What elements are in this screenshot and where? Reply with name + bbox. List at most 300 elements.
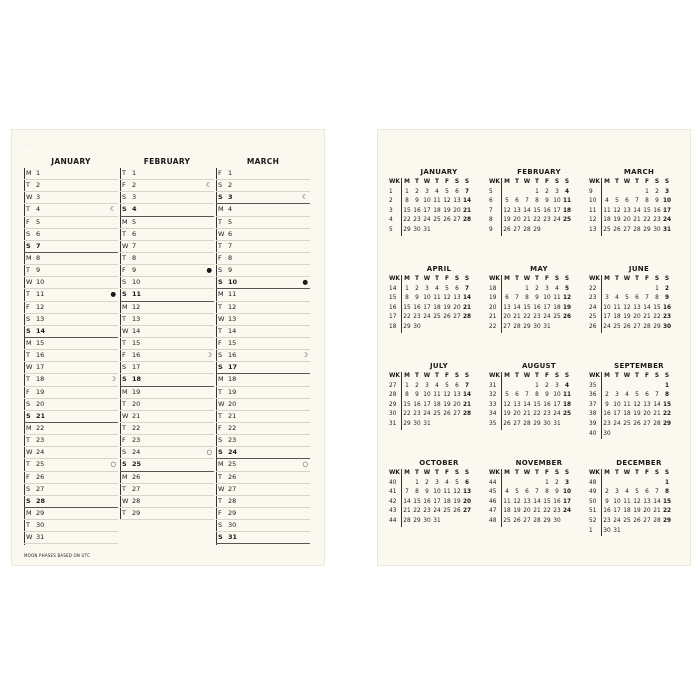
weekday-header: T bbox=[415, 276, 419, 282]
weekday-header: F bbox=[645, 276, 649, 282]
weekday-letter: S bbox=[218, 436, 223, 445]
mini-calendar-august bbox=[488, 360, 576, 430]
day-number: 26 bbox=[228, 472, 237, 481]
calendar-day: 10 bbox=[543, 295, 551, 302]
month-heading: NOVEMBER bbox=[515, 459, 563, 467]
weekday-letter: S bbox=[122, 448, 127, 457]
day-number: 13 bbox=[228, 314, 237, 323]
calendar-day: 28 bbox=[633, 226, 641, 233]
calendar-day: 27 bbox=[643, 517, 651, 524]
calendar-day bbox=[622, 527, 632, 537]
calendar-day: 10 bbox=[562, 489, 572, 496]
moon-phase-icon: ☽ bbox=[302, 351, 308, 360]
calendar-day: 25 bbox=[562, 411, 572, 418]
calendar-day: 7 bbox=[645, 295, 649, 302]
calendar-day: 9 bbox=[535, 295, 539, 302]
calendar-day: 12 bbox=[633, 401, 641, 408]
calendar-day: 19 bbox=[623, 314, 631, 321]
day-number: 29 bbox=[132, 508, 141, 517]
weekday-letter: W bbox=[218, 314, 225, 323]
day-row bbox=[24, 399, 118, 411]
week-number: 16 bbox=[388, 304, 402, 314]
mini-calendar-february bbox=[488, 166, 576, 236]
calendar-day: 2 bbox=[415, 382, 419, 389]
weekday-header: T bbox=[515, 179, 519, 185]
calendar-day bbox=[462, 517, 472, 527]
calendar-day: 15 bbox=[662, 401, 672, 408]
calendar-day: 31 bbox=[553, 420, 561, 427]
calendar-day: 24 bbox=[613, 420, 621, 427]
calendar-day: 5 bbox=[445, 285, 449, 292]
month-heading: MAY bbox=[530, 265, 548, 273]
day-number: 21 bbox=[36, 411, 46, 420]
day-number: 17 bbox=[36, 363, 45, 372]
day-number: 12 bbox=[228, 302, 237, 311]
calendar-day: 29 bbox=[403, 420, 411, 427]
week-number: 9 bbox=[488, 226, 502, 236]
weekday-letter: T bbox=[122, 423, 126, 432]
calendar-day: 20 bbox=[513, 217, 521, 224]
month-column-january bbox=[24, 156, 118, 544]
calendar-day: 24 bbox=[423, 314, 431, 321]
weekday-letter: F bbox=[26, 302, 30, 311]
day-row bbox=[120, 374, 214, 386]
calendar-day: 5 bbox=[515, 489, 519, 496]
calendar-day: 17 bbox=[603, 314, 611, 321]
calendar-day: 12 bbox=[562, 295, 572, 302]
weekday-letter: W bbox=[122, 496, 129, 505]
day-number: 22 bbox=[228, 423, 237, 432]
day-row bbox=[216, 168, 310, 180]
page-mark: · bbox=[26, 142, 28, 148]
calendar-day: 23 bbox=[533, 314, 541, 321]
calendar-day bbox=[612, 382, 622, 392]
weekday-header: T bbox=[535, 373, 539, 379]
day-number: 13 bbox=[132, 314, 141, 323]
calendar-day: 2 bbox=[415, 188, 419, 195]
day-number: 17 bbox=[228, 363, 238, 372]
week-number: 27 bbox=[388, 382, 402, 392]
calendar-day: 4 bbox=[564, 188, 570, 195]
weekday-letter: S bbox=[26, 496, 31, 505]
month-heading: JULY bbox=[430, 362, 448, 370]
weekday-header: S bbox=[664, 276, 670, 282]
weekday-header: S bbox=[464, 179, 470, 185]
calendar-day: 29 bbox=[662, 420, 672, 427]
week-number: 19 bbox=[488, 294, 502, 304]
weekday-header: S bbox=[454, 276, 460, 282]
weekday-header: T bbox=[515, 276, 519, 282]
week-number: 1 bbox=[388, 188, 402, 198]
calendar-day: 9 bbox=[415, 295, 419, 302]
calendar-day: 13 bbox=[643, 498, 651, 505]
calendar-day: 31 bbox=[613, 527, 621, 534]
calendar-day: 16 bbox=[413, 401, 421, 408]
day-number: 3 bbox=[36, 193, 41, 202]
calendar-day: 18 bbox=[433, 401, 441, 408]
calendar-day: 7 bbox=[464, 188, 470, 195]
calendar-grid bbox=[488, 178, 576, 236]
weekday-letter: T bbox=[122, 399, 126, 408]
day-number: 24 bbox=[132, 448, 141, 457]
weekday-letter: F bbox=[122, 266, 126, 275]
calendar-day: 9 bbox=[605, 401, 609, 408]
calendar-day: 5 bbox=[635, 489, 639, 496]
calendar-day: 29 bbox=[533, 420, 541, 427]
calendar-day: 6 bbox=[635, 295, 639, 302]
weekday-header: T bbox=[415, 470, 419, 476]
calendar-day: 11 bbox=[562, 392, 572, 399]
calendar-day: 17 bbox=[433, 498, 441, 505]
day-number: 1 bbox=[36, 169, 41, 177]
day-number: 14 bbox=[228, 326, 237, 335]
calendar-day: 20 bbox=[453, 207, 461, 214]
day-row bbox=[24, 204, 118, 216]
calendar-day: 23 bbox=[423, 508, 431, 515]
calendar-day: 27 bbox=[503, 323, 511, 330]
calendar-day: 1 bbox=[405, 188, 409, 195]
weekday-letter: T bbox=[26, 375, 30, 384]
calendar-day: 18 bbox=[433, 304, 441, 311]
weekday-header: T bbox=[435, 373, 439, 379]
weekday-letter: T bbox=[26, 181, 30, 190]
weekday-letter: M bbox=[122, 387, 128, 396]
week-number: 46 bbox=[488, 498, 502, 508]
calendar-day: 11 bbox=[503, 498, 511, 505]
day-number: 20 bbox=[132, 399, 141, 408]
weekday-header: F bbox=[545, 179, 549, 185]
calendar-day: 3 bbox=[425, 188, 429, 195]
calendar-day: 27 bbox=[633, 323, 641, 330]
calendar-day: 18 bbox=[443, 498, 451, 505]
calendar-day bbox=[462, 226, 472, 236]
day-number: 18 bbox=[228, 375, 237, 384]
day-number: 16 bbox=[132, 351, 141, 360]
weekday-header: S bbox=[454, 373, 460, 379]
weekday-letter: M bbox=[122, 302, 128, 311]
week-number: 30 bbox=[388, 410, 402, 420]
calendar-day: 17 bbox=[423, 207, 431, 214]
calendar-day: 12 bbox=[443, 198, 451, 205]
week-number: 3 bbox=[388, 207, 402, 217]
day-row bbox=[120, 350, 214, 362]
weekday-letter: T bbox=[26, 205, 30, 214]
weekday-letter: M bbox=[26, 338, 32, 347]
week-number: 37 bbox=[588, 401, 602, 411]
calendar-day: 21 bbox=[653, 411, 661, 418]
day-number: 6 bbox=[132, 229, 137, 238]
calendar-day bbox=[602, 382, 612, 392]
calendar-day bbox=[552, 323, 562, 333]
day-row bbox=[120, 241, 214, 253]
calendar-day: 26 bbox=[443, 217, 451, 224]
calendar-day: 13 bbox=[623, 207, 631, 214]
week-number: 48 bbox=[488, 517, 502, 527]
calendar-day: 22 bbox=[413, 508, 421, 515]
calendar-day bbox=[622, 382, 632, 392]
calendar-day bbox=[422, 323, 432, 333]
calendar-day: 25 bbox=[562, 217, 572, 224]
week-number: 24 bbox=[588, 304, 602, 314]
calendar-day: 28 bbox=[462, 217, 472, 224]
calendar-day: 18 bbox=[553, 304, 561, 311]
weekday-letter: W bbox=[26, 278, 33, 287]
calendar-day: 1 bbox=[415, 479, 419, 486]
calendar-day bbox=[562, 517, 572, 527]
weekday-letter: S bbox=[218, 521, 223, 530]
calendar-day: 2 bbox=[425, 479, 429, 486]
calendar-day: 19 bbox=[453, 498, 461, 505]
day-number: 11 bbox=[132, 290, 142, 299]
weekday-letter: S bbox=[26, 314, 31, 323]
calendar-day: 26 bbox=[513, 517, 521, 524]
weekday-letter: F bbox=[218, 253, 222, 262]
moon-phase-icon: ☽ bbox=[206, 351, 212, 360]
calendar-day: 20 bbox=[513, 411, 521, 418]
week-number-header: WK bbox=[488, 469, 502, 479]
mini-calendar-july bbox=[388, 360, 476, 430]
calendar-day: 23 bbox=[413, 217, 421, 224]
calendar-day: 29 bbox=[543, 517, 551, 524]
weekday-letter: M bbox=[26, 508, 32, 517]
week-number: 6 bbox=[488, 197, 502, 207]
week-number: 36 bbox=[588, 391, 602, 401]
day-row bbox=[216, 217, 310, 229]
day-number: 27 bbox=[132, 484, 141, 493]
calendar-day: 8 bbox=[405, 198, 409, 205]
calendar-day: 10 bbox=[423, 295, 431, 302]
day-row bbox=[120, 338, 214, 350]
calendar-day: 6 bbox=[515, 198, 519, 205]
calendar-day bbox=[442, 226, 452, 236]
day-row bbox=[24, 326, 118, 338]
day-number: 24 bbox=[228, 448, 238, 457]
calendar-day: 10 bbox=[423, 392, 431, 399]
weekday-header: M bbox=[504, 470, 510, 476]
calendar-day: 26 bbox=[562, 314, 572, 321]
day-number: 29 bbox=[228, 508, 237, 517]
calendar-day: 7 bbox=[405, 489, 409, 496]
day-row bbox=[216, 532, 310, 544]
weekday-letter: F bbox=[218, 423, 222, 432]
day-row bbox=[216, 265, 310, 277]
day-row bbox=[120, 411, 214, 423]
calendar-day: 28 bbox=[462, 411, 472, 418]
calendar-day: 14 bbox=[462, 295, 472, 302]
weekday-header: W bbox=[423, 373, 431, 379]
day-number: 4 bbox=[132, 205, 137, 214]
week-number: 29 bbox=[388, 401, 402, 411]
day-row bbox=[120, 217, 214, 229]
day-row bbox=[24, 387, 118, 399]
day-number: 22 bbox=[36, 423, 45, 432]
day-row bbox=[24, 277, 118, 289]
calendar-day: 23 bbox=[543, 411, 551, 418]
day-row bbox=[24, 459, 118, 471]
calendar-day: 17 bbox=[543, 304, 551, 311]
weekday-letter: T bbox=[26, 436, 30, 445]
week-number: 50 bbox=[588, 498, 602, 508]
calendar-day bbox=[402, 479, 412, 489]
weekday-letter: S bbox=[26, 326, 31, 335]
calendar-day: 19 bbox=[503, 217, 511, 224]
calendar-day: 25 bbox=[603, 226, 611, 233]
calendar-day: 5 bbox=[625, 295, 629, 302]
moon-phase-icon: ☽ bbox=[110, 375, 116, 384]
day-number: 27 bbox=[36, 484, 45, 493]
day-row bbox=[24, 484, 118, 496]
day-number: 3 bbox=[132, 193, 137, 202]
weekday-letter: T bbox=[218, 326, 222, 335]
calendar-day: 27 bbox=[462, 508, 472, 515]
calendar-day bbox=[632, 285, 642, 295]
day-number: 12 bbox=[132, 302, 141, 311]
day-number: 1 bbox=[132, 169, 137, 177]
weekday-letter: T bbox=[218, 472, 222, 481]
weekday-header: M bbox=[504, 276, 510, 282]
week-number-header: WK bbox=[588, 178, 602, 188]
day-row bbox=[216, 387, 310, 399]
calendar-day: 11 bbox=[433, 295, 441, 302]
calendar-day bbox=[452, 517, 462, 527]
day-number: 18 bbox=[36, 375, 45, 384]
calendar-day: 20 bbox=[462, 498, 472, 505]
calendar-day: 5 bbox=[445, 382, 449, 389]
calendar-day: 15 bbox=[413, 498, 421, 505]
calendar-day: 14 bbox=[523, 401, 531, 408]
calendar-day: 21 bbox=[462, 304, 472, 311]
day-number: 5 bbox=[36, 217, 41, 226]
calendar-day: 12 bbox=[443, 392, 451, 399]
week-number: 5 bbox=[488, 188, 502, 198]
calendar-day: 19 bbox=[633, 508, 641, 515]
day-row bbox=[24, 229, 118, 241]
calendar-day: 18 bbox=[613, 314, 621, 321]
weekday-letter: W bbox=[122, 241, 129, 250]
day-row bbox=[120, 362, 214, 374]
weekday-letter: S bbox=[122, 290, 127, 299]
calendar-day: 31 bbox=[433, 517, 441, 524]
calendar-day: 16 bbox=[543, 401, 551, 408]
day-row bbox=[216, 277, 310, 289]
calendar-day: 3 bbox=[664, 188, 670, 195]
weekday-letter: S bbox=[122, 460, 127, 469]
day-number: 26 bbox=[36, 472, 45, 481]
calendar-day: 14 bbox=[633, 207, 641, 214]
weekday-header: T bbox=[435, 470, 439, 476]
weekday-header: W bbox=[523, 179, 531, 185]
weekday-letter: W bbox=[218, 229, 225, 238]
weekday-letter: T bbox=[218, 387, 222, 396]
day-row bbox=[216, 411, 310, 423]
calendar-day: 20 bbox=[623, 217, 631, 224]
calendar-day: 3 bbox=[615, 489, 619, 496]
calendar-day: 23 bbox=[413, 411, 421, 418]
week-number: 31 bbox=[488, 382, 502, 392]
calendar-day bbox=[622, 479, 632, 489]
calendar-day: 16 bbox=[533, 304, 541, 311]
weekday-letter: W bbox=[26, 448, 33, 457]
weekday-header: M bbox=[404, 470, 410, 476]
calendar-day: 13 bbox=[643, 401, 651, 408]
weekday-letter: F bbox=[122, 351, 126, 360]
weekday-letter: T bbox=[122, 169, 126, 177]
calendar-day: 13 bbox=[633, 304, 641, 311]
week-number: 11 bbox=[588, 207, 602, 217]
day-row bbox=[24, 362, 118, 374]
calendar-day: 29 bbox=[413, 517, 421, 524]
calendar-day bbox=[462, 420, 472, 430]
week-number-header: WK bbox=[588, 372, 602, 382]
calendar-day: 19 bbox=[562, 304, 572, 311]
weekday-letter: F bbox=[218, 508, 222, 517]
calendar-day: 3 bbox=[425, 285, 429, 292]
calendar-day: 11 bbox=[553, 295, 561, 302]
day-row bbox=[120, 253, 214, 265]
calendar-day: 5 bbox=[455, 479, 459, 486]
weekday-header: S bbox=[554, 276, 560, 282]
day-row bbox=[24, 289, 118, 301]
calendar-day: 14 bbox=[643, 304, 651, 311]
calendar-day: 21 bbox=[643, 314, 651, 321]
calendar-day: 11 bbox=[433, 198, 441, 205]
weekday-letter: S bbox=[26, 241, 31, 250]
weekday-header: T bbox=[415, 179, 419, 185]
day-row bbox=[120, 508, 214, 520]
day-number: 19 bbox=[228, 387, 237, 396]
calendar-day: 12 bbox=[503, 401, 511, 408]
right-page-year-overview bbox=[378, 130, 690, 565]
calendar-day bbox=[642, 527, 652, 537]
calendar-day: 13 bbox=[513, 401, 521, 408]
calendar-day: 8 bbox=[655, 295, 659, 302]
calendar-day: 21 bbox=[653, 508, 661, 515]
moon-phase-icon: ☾ bbox=[206, 181, 212, 190]
calendar-day: 25 bbox=[443, 508, 451, 515]
day-row bbox=[120, 435, 214, 447]
calendar-day bbox=[632, 188, 642, 198]
calendar-grid bbox=[588, 372, 676, 439]
weekday-letter: T bbox=[122, 508, 126, 517]
day-row bbox=[216, 435, 310, 447]
calendar-day: 2 bbox=[545, 188, 549, 195]
calendar-grid bbox=[488, 469, 576, 527]
mini-calendar-june bbox=[588, 263, 676, 333]
calendar-day: 3 bbox=[555, 382, 559, 389]
calendar-grid bbox=[388, 372, 476, 430]
week-number-header: WK bbox=[588, 275, 602, 285]
weekday-letter: T bbox=[122, 484, 126, 493]
calendar-grid bbox=[488, 275, 576, 333]
calendar-grid bbox=[588, 178, 676, 236]
calendar-day: 25 bbox=[623, 517, 631, 524]
calendar-day bbox=[562, 420, 572, 430]
day-number: 9 bbox=[36, 266, 41, 275]
calendar-day: 15 bbox=[653, 304, 661, 311]
calendar-day: 18 bbox=[623, 411, 631, 418]
day-number: 25 bbox=[132, 460, 142, 469]
day-row bbox=[24, 496, 118, 508]
calendar-day: 24 bbox=[562, 508, 572, 515]
weekday-header: W bbox=[423, 470, 431, 476]
weekday-letter: T bbox=[26, 290, 30, 299]
calendar-day: 30 bbox=[553, 517, 561, 524]
weekday-header: S bbox=[564, 470, 570, 476]
calendar-day: 15 bbox=[533, 207, 541, 214]
calendar-day bbox=[532, 479, 542, 489]
calendar-day: 5 bbox=[505, 198, 509, 205]
calendar-day bbox=[632, 527, 642, 537]
